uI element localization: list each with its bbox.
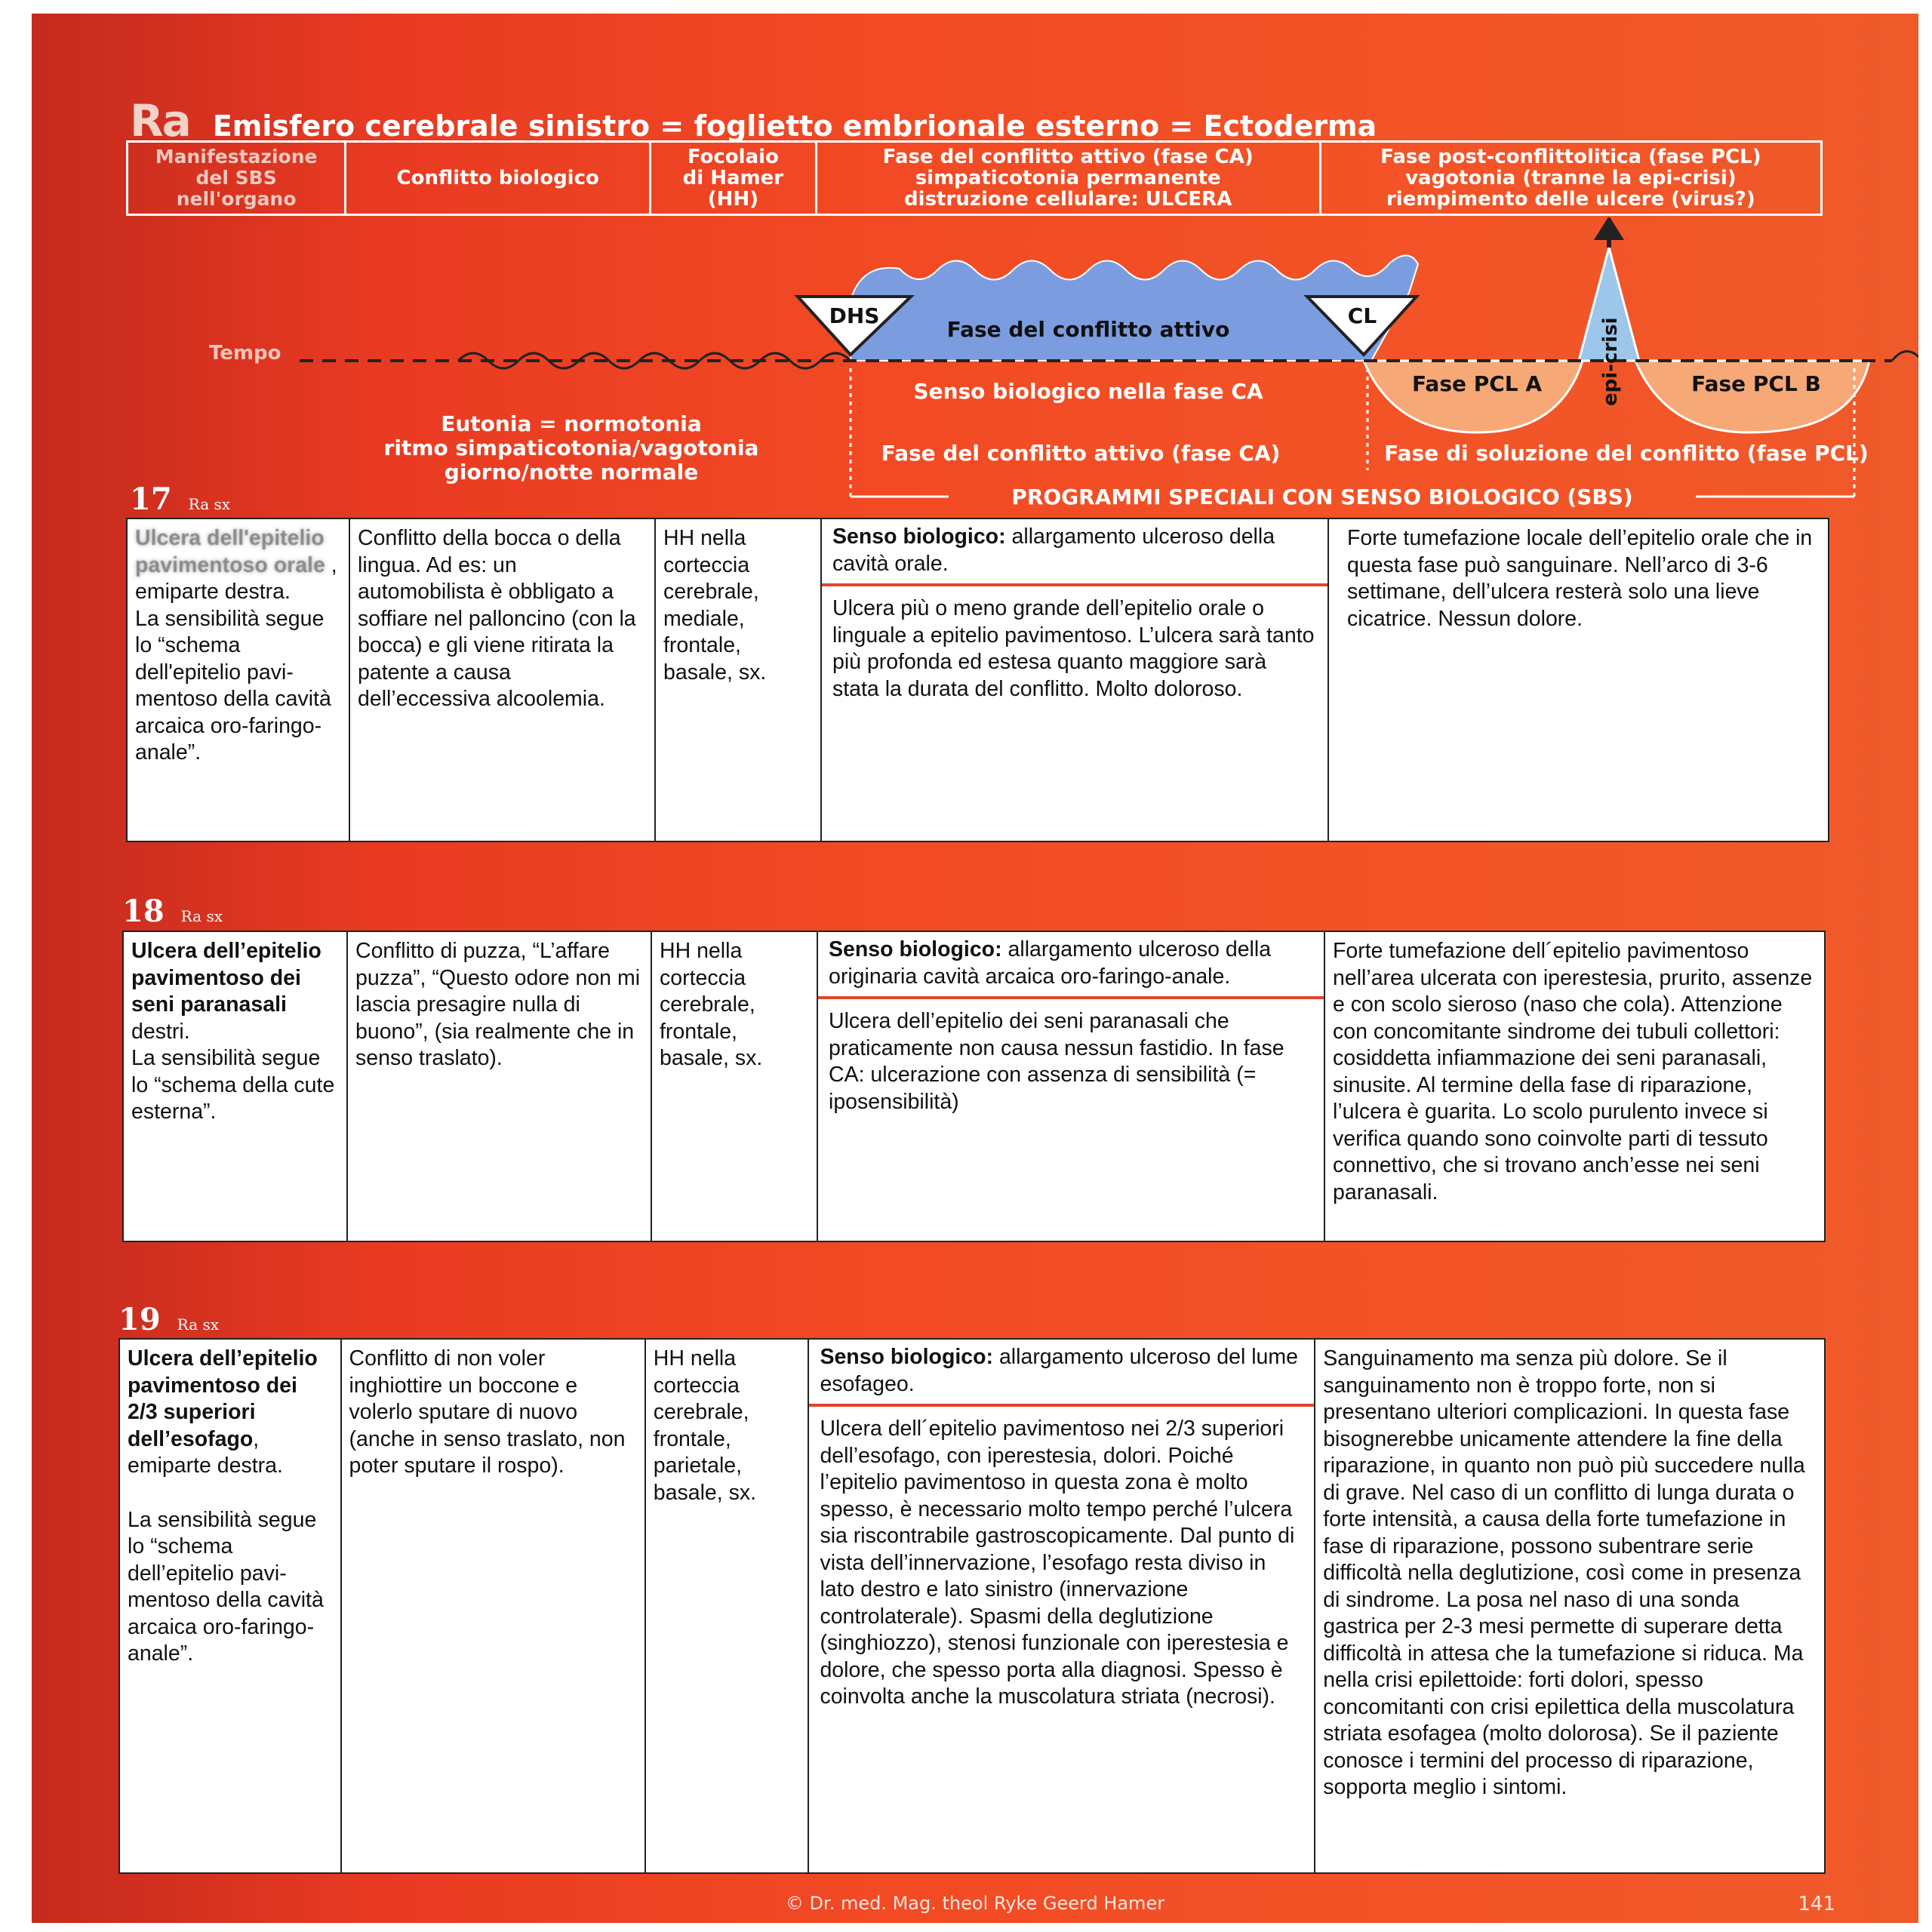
pcl-b-label: Fase PCL B (1691, 371, 1821, 396)
hh-cell: HH nella corteccia cerebrale, frontale, parietale, basale, sx. (646, 1340, 810, 1872)
phase-diagram (126, 217, 1918, 534)
tempo-label: Tempo (209, 342, 281, 365)
header-pcl-phase: Fase post-conflittolitica (fase PCL) vagotonia (tranne la epi-crisi) riempimento delle ulcere (virus?) (1380, 146, 1761, 211)
pcl-cell: Forte tumefazione dell´epitelio pavimentoso nell’area ulcerata con iperestesia, prurito, assenze e con scolo sieroso (naso che cola). Attenzione con concomitante sindrome dei tubuli collettori: cosiddetta infiammazione dei seni paranasali, sinusite. Al termine della fase di riparazione, l’ulcera è guarita. Lo scolo purulento invece si verifica quando sono coinvolte parti di tessuto connettivo, che si trovano anch’esse nei seni paranasali. (1333, 939, 1813, 1204)
conflict-cell: Conflitto della bocca o della lingua. Ad es: un automobilista è obbligato a soffiare nel palloncino (con la bocca) e gli viene ritirata la patente a causa dell’eccessiva alcoolemia. (350, 519, 656, 841)
conflict-cell: Conflitto di non voler inghiottire un boccone e volerlo sputare di nuovo (anche in senso traslato, non poter sputare il rospo). (342, 1340, 646, 1872)
sensitivity-note: La sensibilità segue lo “schema dell’epitelio pavi-mentoso della cavità arcaica oro-faringo-anale”. (128, 1507, 324, 1666)
senso-label: Senso biologico: (829, 937, 1002, 961)
copyright-footer: © Dr. med. Mag. theol Ryke Geerd Hamer (785, 1893, 1165, 1914)
sensitivity-note: La sensibilità segue lo “schema della cute esterna”. (131, 1046, 335, 1124)
page (32, 14, 1918, 1923)
table-row (122, 931, 1826, 1242)
sensitivity-note: La sensibilità segue lo “schema dell'epitelio pavi-mentoso della cavità arcaica oro-faringo-anale”. (135, 606, 331, 764)
row-number-18: 18 Ra sx (122, 894, 223, 929)
end-wave (1892, 352, 1918, 368)
pcl-a-label: Fase PCL A (1411, 371, 1543, 396)
sbs-label: PROGRAMMI SPECIALI CON SENSO BIOLOGICO (SBS) (1011, 485, 1633, 509)
active-phase-description: Ulcera più o meno grande dell’epitelio orale o linguale a epitelio pavimentoso. L’ulcera sarà tanto più profonda ed estesa quanto maggiore sarà stata la durata del conflitto. Molto doloroso. (832, 596, 1315, 701)
page-number: 141 (1798, 1893, 1835, 1915)
senso-label: Senso biologico: (832, 525, 1006, 549)
header-conflict: Conflitto biologico (346, 143, 651, 214)
senso-label: Senso biologico: (820, 1345, 994, 1369)
header-active-phase: Fase del conflitto attivo (fase CA) simpaticotonia permanente distruzione cellulare: ULCERA (817, 143, 1321, 214)
cl-label: CL (1347, 303, 1377, 328)
active-phase-description: Ulcera dell’epitelio dei seni paranasali che praticamente non causa nessun fastidio. In fase CA: ulcerazione con assenza di sensibilità (= iposensibilità) (829, 1009, 1284, 1114)
eutonia-wave (458, 353, 851, 368)
pcl-cell: Sanguinamento ma senza più dolore. Se il sanguinamento non è troppo forte, non si presentano ulteriori complicazioni. In questa fase bisognerebbe unicamente attendere la fine della riparazione, in quanto non può più succedere nulla di grave. Nel caso di un conflitto di lunga durata o forte intensità, a causa della forte tumefazione in fase di riparazione, possono subentrare serie difficoltà nella deglutizione, così come in presenza di sindrome. La posa nel naso di una sonda gastrica per 2-3 mesi permette di superare detta difficoltà in attesa che la tumefazione si riduca. Ma nella crisi epilettoide: forti dolori, spesso concomitanti con crisi epilettica della muscolatura striata esofagea (molto dolorosa). Se il paziente conosce i termini del processo di riparazione, sopporta meglio i sintomi. (1323, 1346, 1805, 1799)
senso-ca-label: Senso biologico nella fase CA (913, 379, 1263, 404)
conflict-cell: Conflitto di puzza, “L’affare puzza”, “Questo odore non mi lascia presagire nulla di buono”, (sia realmente che in senso traslato). (348, 932, 652, 1241)
fase-ca-label: Fase del conflitto attivo (fase CA) (881, 441, 1281, 466)
eutonia-line-3: giorno/notte normale (444, 460, 699, 485)
active-phase-cell: Senso biologico: allargamento ulceroso del lume esofageo. Ulcera dell´epitelio pavimentoso nei 2/3 superiori dell’esofago, con iperestesia, dolori. Poiché l’epitelio pavimentoso in questa zona è molto spesso, è necessario molto tempo perché l’ulcera sia riscontrabile gastroscopicamente. Dal punto di vista dell’innervazione, l’esofago resta diviso in lato destro e lato sinistro (innervazione controlaterale). Spasmi della deglutizione (singhiozzo), stenosi funzionale con iperestesia e dolore, che spesso porta alla diagnosi. Spesso è coinvolta anche la muscolatura striata (necrosi). (809, 1340, 1315, 1872)
active-phase-label: Fase del conflitto attivo (946, 317, 1230, 342)
row-number-19: 19 Ra sx (118, 1302, 220, 1337)
column-headers (126, 140, 1823, 216)
eutonia-line-2: ritmo simpaticotonia/vagotonia (383, 435, 759, 460)
manifestation-cell: Ulcera dell’epitelio pavimentoso dei seni paranasali destri. La sensibilità segue lo “schema della cute esterna”. (124, 932, 348, 1241)
active-phase-cell: Senso biologico: allargamento ulceroso della originaria cavità arcaica oro-faringo-anale. Ulcera dell’epitelio dei seni paranasali che praticamente non causa nessun fastidio. In fase CA: ulcerazione con assenza di sensibilità (= iposensibilità) (818, 932, 1325, 1241)
title-text: Emisfero cerebrale sinistro = foglietto embrionale esterno = Ectoderma (212, 109, 1377, 143)
active-phase-cell: Senso biologico: allargamento ulceroso della cavità orale. Ulcera più o meno grande dell’epitelio orale o linguale a epitelio pavimentoso. L’ulcera sarà tanto più profonda ed estesa quanto maggiore sarà stata la durata del conflitto. Molto doloroso. (822, 519, 1329, 841)
eutonia-line-1: Eutonia = normotonia (441, 411, 702, 436)
fase-pcl-label: Fase di soluzione del conflitto (fase PCL) (1384, 441, 1869, 466)
active-phase-description: Ulcera dell´epitelio pavimentoso nei 2/3 superiori dell’esofago, con iperestesia, dolori. Poiché l’epitelio pavimentoso in questa zona è molto spesso, è necessario molto tempo perché l’ulcera sia riscontrabile gastroscopicamente. Dal punto di vista dell’innervazione, l’esofago resta diviso in lato destro e lato sinistro (innervazione controlaterale). Spasmi della deglutizione (singhiozzo), stenosi funzionale con iperestesia e dolore, che spesso porta alla diagnosi. Spesso è coinvolta anche la muscolatura striata (necrosi). (820, 1417, 1295, 1709)
page-title (130, 95, 1377, 146)
row-number-17: 17 Ra sx (130, 481, 231, 517)
manifestation-cell: Ulcera dell'epitelio pavimentoso orale , emiparte destra. La sensibilità segue lo “schema dell'epitelio pavi-mentoso della cavità arcaica oro-faringo-anale”. (128, 519, 350, 841)
hemisphere-code: Ra (130, 95, 190, 146)
manifestation-cell: Ulcera dell’epitelio pavimentoso dei 2/3 superiori dell’esofago, emiparte destra. La sensibilità segue lo “schema dell’epitelio pavi-mentoso della cavità arcaica oro-faringo-anale”. (120, 1340, 342, 1872)
hh-cell: HH nella corteccia cerebrale, frontale, basale, sx. (652, 932, 818, 1241)
pcl-cell: Forte tumefazione locale dell’epitelio orale che in questa fase può sanguinare. Nell’arco di 3-6 settimane, dell’ulcera resterà solo una lieve cicatrice. Nessun dolore. (1347, 526, 1813, 631)
table-row (118, 1338, 1826, 1874)
header-manifestation: Manifestazione del SBS nell'organo (128, 143, 346, 214)
hh-cell: HH nella corteccia cerebrale, mediale, frontale, basale, sx. (656, 519, 822, 841)
epi-crisi-label: epi-crisi (1599, 317, 1622, 406)
dhs-label: DHS (829, 303, 880, 328)
header-hamer-focus: Focolaio di Hamer (HH) (651, 143, 817, 214)
epi-crisi-arrowhead (1594, 217, 1624, 240)
table-row (126, 518, 1829, 842)
